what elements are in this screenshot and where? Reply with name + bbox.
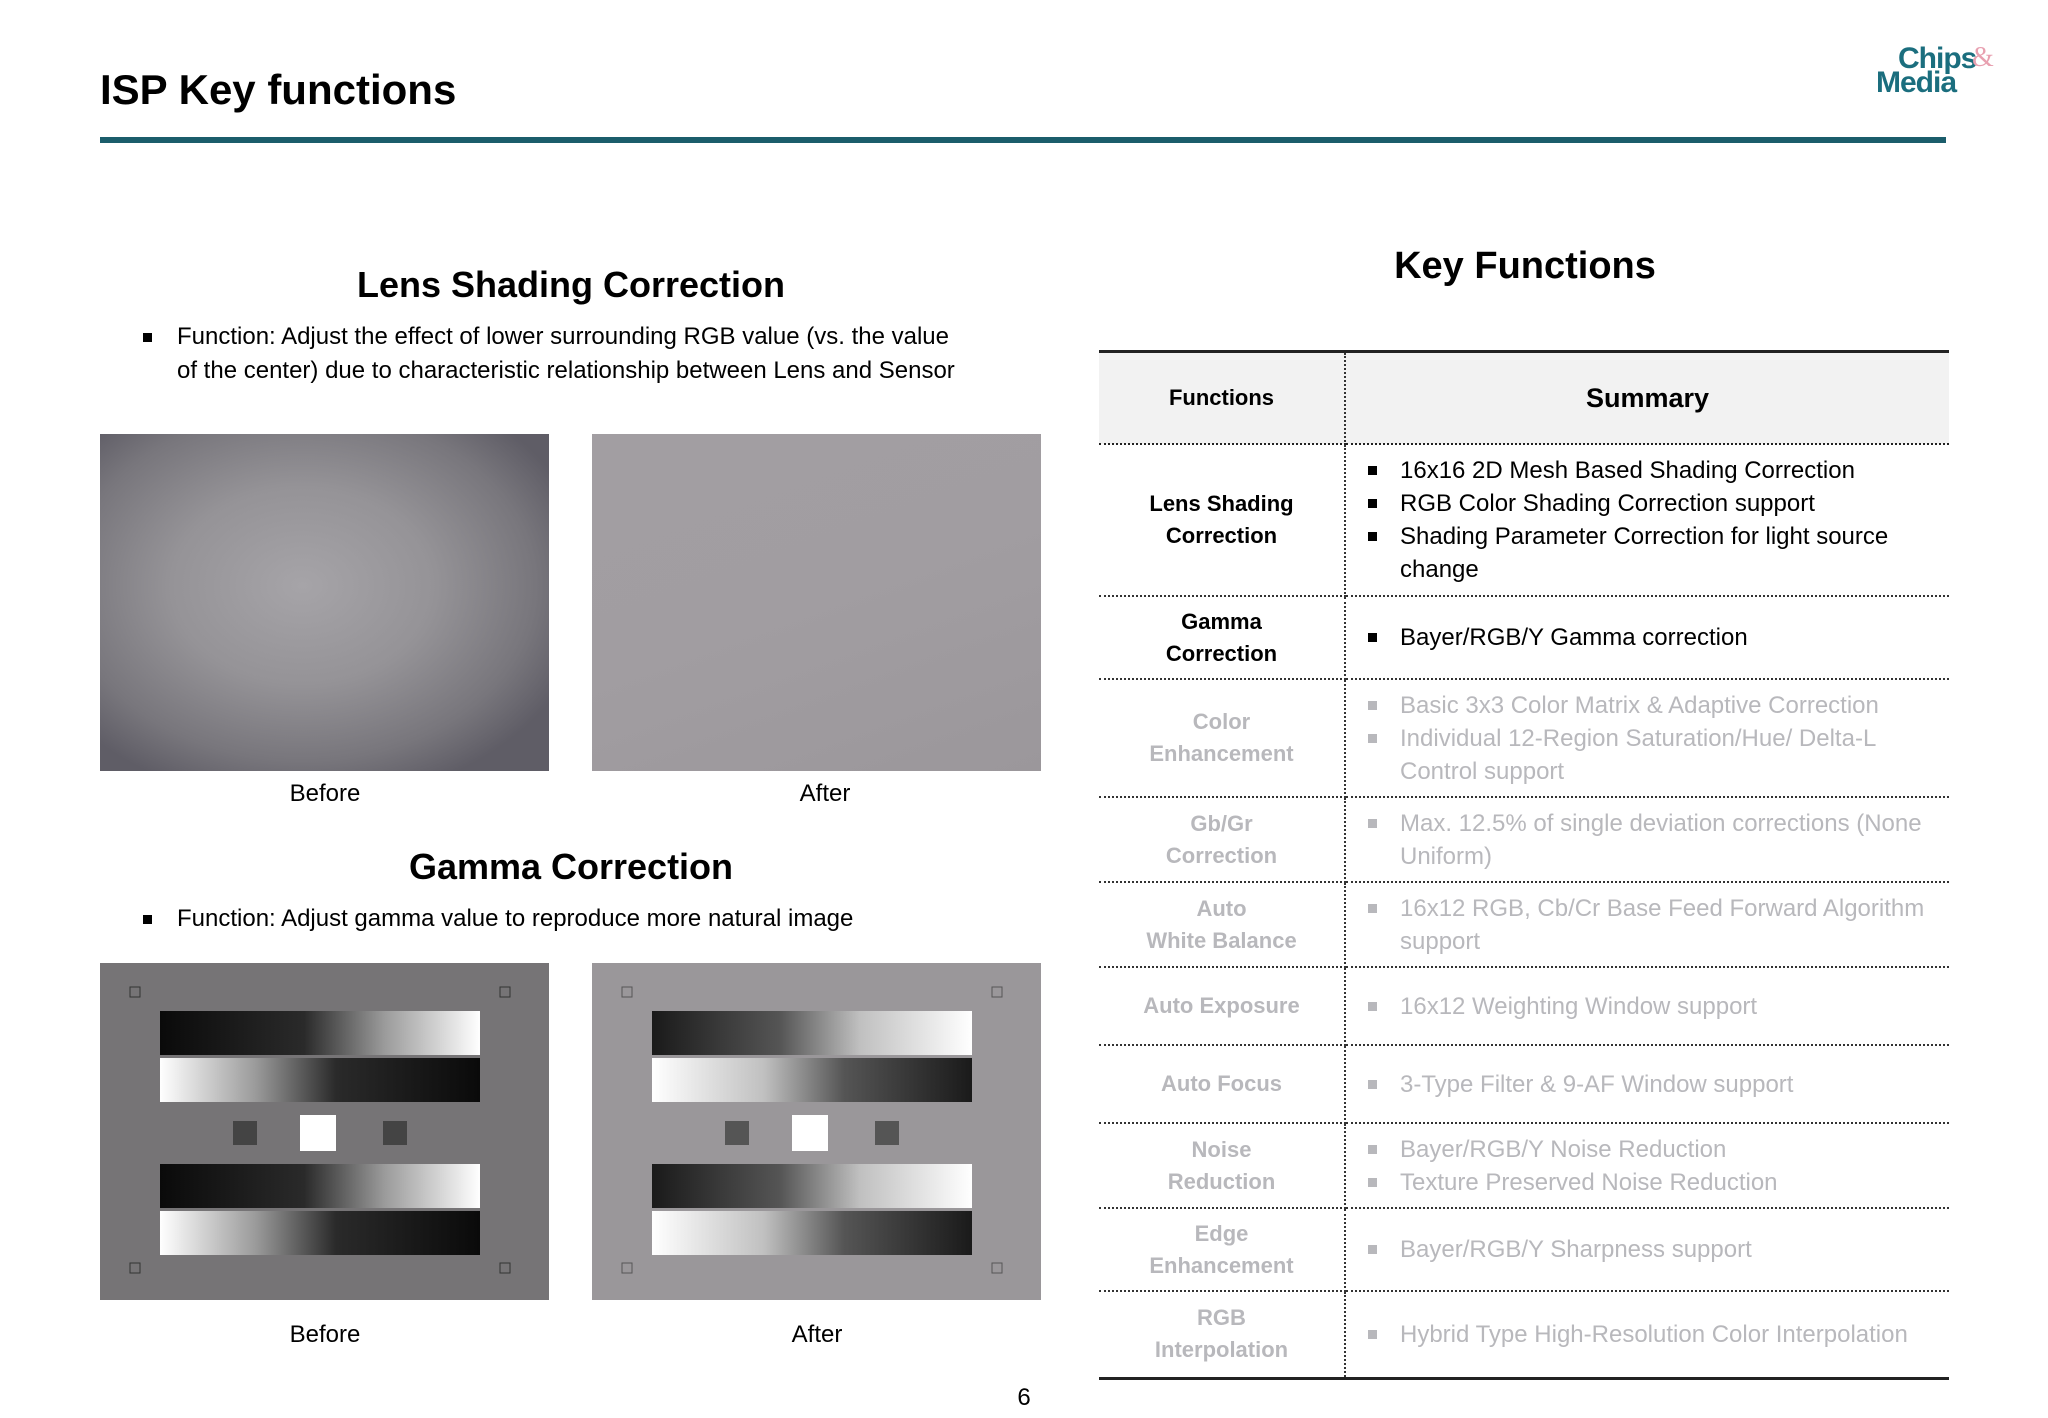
function-summary (1345, 797, 1949, 882)
lens-shading-bullet (177, 320, 1057, 388)
function-name: Auto Exposure (1099, 967, 1345, 1045)
lens-shading-bullet-line2: of the center) due to characteristic relationship between Lens and Sensor (177, 357, 955, 384)
lens-shading-caption-before: Before (289, 780, 361, 807)
table-row (1099, 1291, 1949, 1378)
function-summary (1345, 882, 1949, 967)
summary-item: Max. 12.5% of single deviation corrections (None Uniform) (1400, 807, 1939, 873)
table-row (1099, 1208, 1949, 1291)
key-functions-title: Key Functions (1394, 245, 1656, 287)
summary-item: Shading Parameter Correction for light source change (1400, 520, 1939, 586)
summary-item: 16x12 RGB, Cb/Cr Base Feed Forward Algorithm support (1400, 892, 1939, 958)
bullet-square-icon (1368, 1178, 1377, 1187)
table-row (1099, 444, 1949, 596)
table-row (1099, 679, 1949, 797)
gamma-after-chart-graphic (592, 963, 1041, 1300)
column-header-functions: Functions (1099, 352, 1345, 445)
function-summary (1345, 967, 1949, 1045)
function-summary (1345, 596, 1949, 679)
table-row (1099, 1045, 1949, 1123)
bullet-square-icon (1368, 499, 1377, 508)
gamma-caption-before: Before (289, 1321, 361, 1348)
gamma-after-image (592, 963, 1041, 1300)
bullet-square-icon (1368, 1002, 1377, 1011)
bullet-square-icon (1368, 701, 1377, 710)
table-row (1099, 1123, 1949, 1208)
logo-ampersand: & (1972, 42, 1994, 73)
summary-item: Bayer/RGB/Y Sharpness support (1400, 1233, 1939, 1266)
summary-item: 16x12 Weighting Window support (1400, 990, 1939, 1023)
bullet-square-icon (1368, 734, 1377, 743)
function-name: Lens Shading Correction (1099, 444, 1345, 596)
table-row (1099, 596, 1949, 679)
summary-item: Hybrid Type High-Resolution Color Interpolation (1400, 1318, 1939, 1351)
function-name: Edge Enhancement (1099, 1208, 1345, 1291)
function-name: Gb/Gr Correction (1099, 797, 1345, 882)
table-row (1099, 797, 1949, 882)
gamma-bullet-text: Function: Adjust gamma value to reproduce more natural image (177, 905, 854, 932)
chips-media-logo (1868, 40, 2008, 100)
bullet-square-icon (1368, 633, 1377, 642)
summary-item: Individual 12-Region Saturation/Hue/ Delta-L Control support (1400, 722, 1939, 788)
function-name: Gamma Correction (1099, 596, 1345, 679)
title-rule (100, 137, 1946, 143)
function-summary (1345, 1123, 1949, 1208)
lens-shading-title: Lens Shading Correction (356, 264, 786, 305)
function-name: Noise Reduction (1099, 1123, 1345, 1208)
bullet-square-icon (1368, 532, 1377, 541)
bullet-square-icon (143, 915, 152, 924)
bullet-square-icon (1368, 904, 1377, 913)
summary-item: Texture Preserved Noise Reduction (1400, 1166, 1939, 1199)
function-name: Color Enhancement (1099, 679, 1345, 797)
lens-shading-before-image (100, 434, 549, 771)
bullet-square-icon (143, 333, 152, 342)
table-header-row (1099, 352, 1949, 445)
summary-item: Bayer/RGB/Y Noise Reduction (1400, 1133, 1939, 1166)
summary-item: RGB Color Shading Correction support (1400, 487, 1939, 520)
bullet-square-icon (1368, 1145, 1377, 1154)
gamma-caption-after: After (791, 1321, 843, 1348)
function-name: Auto Focus (1099, 1045, 1345, 1123)
gamma-title: Gamma Correction (408, 846, 734, 887)
function-summary (1345, 1045, 1949, 1123)
lens-shading-caption-after: After (799, 780, 851, 807)
function-name: RGB Interpolation (1099, 1291, 1345, 1378)
function-summary (1345, 1291, 1949, 1378)
gamma-before-image (100, 963, 549, 1300)
bullet-square-icon (1368, 1080, 1377, 1089)
bullet-square-icon (1368, 1245, 1377, 1254)
bullet-square-icon (1368, 466, 1377, 475)
function-summary (1345, 444, 1949, 596)
key-functions-table (1099, 350, 1949, 1380)
function-summary (1345, 1208, 1949, 1291)
column-header-summary: Summary (1345, 352, 1949, 445)
table-row (1099, 967, 1949, 1045)
page-number: 6 (1017, 1384, 1031, 1411)
bullet-square-icon (1368, 1330, 1377, 1339)
logo-line1: Chips (1898, 42, 1977, 75)
logo-line2: Media (1876, 66, 1957, 99)
summary-item: Basic 3x3 Color Matrix & Adaptive Correction (1400, 689, 1939, 722)
gamma-before-chart-graphic (100, 963, 549, 1300)
function-name: Auto White Balance (1099, 882, 1345, 967)
bullet-square-icon (1368, 819, 1377, 828)
table-row (1099, 882, 1949, 967)
gamma-bullet (177, 902, 1057, 936)
summary-item: 16x16 2D Mesh Based Shading Correction (1400, 454, 1939, 487)
lens-shading-after-image (592, 434, 1041, 771)
page-title: ISP Key functions (100, 66, 457, 113)
function-summary (1345, 679, 1949, 797)
summary-item: 3-Type Filter & 9-AF Window support (1400, 1068, 1939, 1101)
summary-item: Bayer/RGB/Y Gamma correction (1400, 621, 1939, 654)
lens-shading-bullet-line1: Function: Adjust the effect of lower surrounding RGB value (vs. the value (177, 323, 949, 350)
